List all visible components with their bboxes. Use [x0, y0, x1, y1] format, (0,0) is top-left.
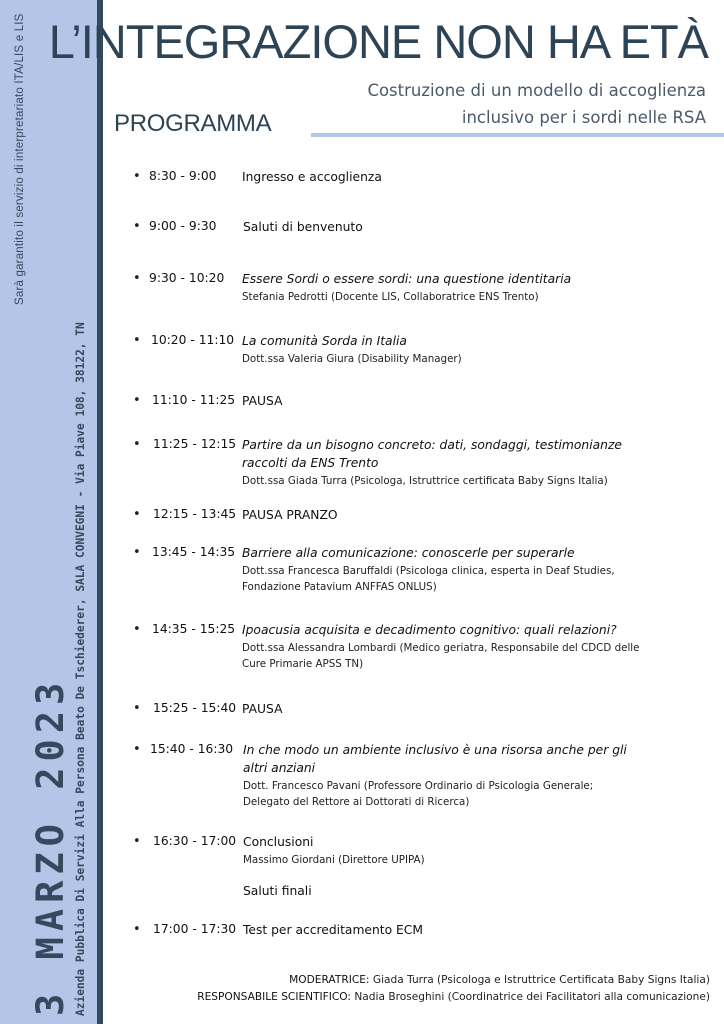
sidebar-border	[97, 0, 103, 1024]
subtitle-line-2: inclusivo per i sordi nelle RSA	[461, 108, 706, 127]
bullet-icon: •	[133, 169, 141, 184]
schedule-title: Test per accreditamento ECM	[243, 923, 424, 937]
schedule-speaker: Dott.ssa Alessandra Lombardi (Medico geriatra, Responsabile del CDCD delle Cure Primarie APSS TN)	[242, 642, 640, 670]
schedule-time: 8:30 - 9:00	[149, 169, 217, 183]
schedule-time: 9:30 - 10:20	[149, 271, 225, 285]
schedule-body	[242, 700, 642, 718]
page-title: L’INTEGRAZIONE NON HA ETÀ	[48, 15, 708, 68]
event-venue: Azienda Pubblica Di Servizi Alla Persona Beato De Tschiederer, SALA CONVEGNI - Via Piave 108, 38122, TN	[74, 322, 87, 1016]
schedule-body	[243, 741, 643, 810]
schedule-body	[242, 506, 642, 524]
section-label: PROGRAMMA	[114, 110, 272, 137]
scientific-lead-line	[197, 991, 710, 1003]
schedule-title: Saluti di benvenuto	[243, 220, 363, 234]
schedule-body	[243, 921, 643, 939]
schedule-speaker: Dott. Francesco Pavani (Professore Ordinario di Psicologia Generale; Delegato del Rettore ai Dottorati di Ricerca)	[243, 780, 594, 808]
schedule-title: In che modo un ambiente inclusivo è una risorsa anche per gli altri anziani	[243, 743, 627, 775]
moderator-label: MODERATRICE:	[289, 974, 370, 986]
schedule-speaker: Stefania Pedrotti (Docente LIS, Collaboratrice ENS Trento)	[242, 291, 539, 303]
schedule-body	[242, 621, 642, 672]
schedule-time: 13:45 - 14:35	[152, 545, 236, 559]
schedule-time: 17:00 - 17:30	[153, 922, 237, 936]
schedule-title: PAUSA	[242, 394, 283, 408]
bullet-icon: •	[133, 834, 141, 849]
schedule-body	[242, 392, 642, 410]
schedule-time: 15:25 - 15:40	[153, 701, 237, 715]
schedule-speaker: Massimo Giordani (Direttore UPIPA)	[243, 854, 425, 866]
bullet-icon: •	[133, 219, 141, 234]
schedule-title: Conclusioni	[243, 835, 314, 849]
header-rule	[311, 133, 724, 137]
subtitle-line-1: Costruzione di un modello di accoglienza	[367, 81, 706, 100]
bullet-icon: •	[133, 922, 141, 937]
schedule-title: Partire da un bisogno concreto: dati, sondaggi, testimonianze raccolti da ENS Trento	[242, 438, 622, 470]
schedule-time: 9:00 - 9:30	[149, 219, 217, 233]
schedule-body	[242, 168, 642, 186]
interpreting-note: Sarà garantito il servizio di interpretariato ITA/LIS e LIS	[14, 13, 26, 305]
schedule-title: Ipoacusia acquisita e decadimento cognitivo: quali relazioni?	[242, 623, 617, 637]
bullet-icon: •	[133, 545, 141, 560]
moderator-name: Giada Turra (Psicologa e Istruttrice Certificata Baby Signs Italia)	[372, 974, 710, 986]
bullet-icon: •	[133, 742, 141, 757]
schedule-title: Essere Sordi o essere sordi: una questione identitaria	[242, 272, 572, 286]
schedule-body	[242, 544, 642, 595]
schedule-speaker: Dott.ssa Valeria Giura (Disability Manager)	[242, 353, 462, 365]
schedule-body	[242, 270, 642, 305]
schedule-title: Barriere alla comunicazione: conoscerle per superarle	[242, 546, 575, 560]
schedule-title: PAUSA	[242, 702, 283, 716]
schedule-body	[243, 218, 643, 236]
bullet-icon: •	[133, 437, 141, 452]
scientific-lead-label: RESPONSABILE SCIENTIFICO:	[197, 991, 351, 1003]
event-date: 3 MARZO 2023	[29, 676, 72, 1016]
schedule-body	[242, 332, 642, 367]
scientific-lead-name: Nadia Broseghini (Coordinatrice dei Facilitatori alla comunicazione)	[354, 991, 710, 1003]
schedule-title: PAUSA PRANZO	[242, 508, 338, 522]
schedule-body	[243, 833, 643, 900]
schedule-time: 14:35 - 15:25	[152, 622, 236, 636]
schedule-time: 12:15 - 13:45	[153, 507, 237, 521]
schedule-title: La comunità Sorda in Italia	[242, 334, 407, 348]
schedule-time: 11:10 - 11:25	[152, 393, 236, 407]
schedule-speaker: Dott.ssa Giada Turra (Psicologa, Istruttrice certificata Baby Signs Italia)	[242, 475, 608, 487]
schedule-time: 16:30 - 17:00	[153, 834, 237, 848]
schedule-time: 10:20 - 11:10	[151, 333, 235, 347]
bullet-icon: •	[133, 507, 141, 522]
bullet-icon: •	[133, 271, 141, 286]
moderator-line	[289, 974, 710, 986]
schedule-title: Ingresso e accoglienza	[242, 170, 382, 184]
schedule-body	[242, 436, 642, 489]
bullet-icon: •	[133, 393, 141, 408]
schedule-time: 11:25 - 12:15	[153, 437, 237, 451]
schedule-speaker: Dott.ssa Francesca Baruffaldi (Psicologa clinica, esperta in Deaf Studies, Fondazione Patavium ANFFAS ONLUS)	[242, 565, 615, 593]
bullet-icon: •	[133, 333, 141, 348]
bullet-icon: •	[133, 622, 141, 637]
bullet-icon: •	[133, 701, 141, 716]
schedule-time: 15:40 - 16:30	[150, 742, 234, 756]
schedule-extra: Saluti finali	[243, 884, 312, 898]
